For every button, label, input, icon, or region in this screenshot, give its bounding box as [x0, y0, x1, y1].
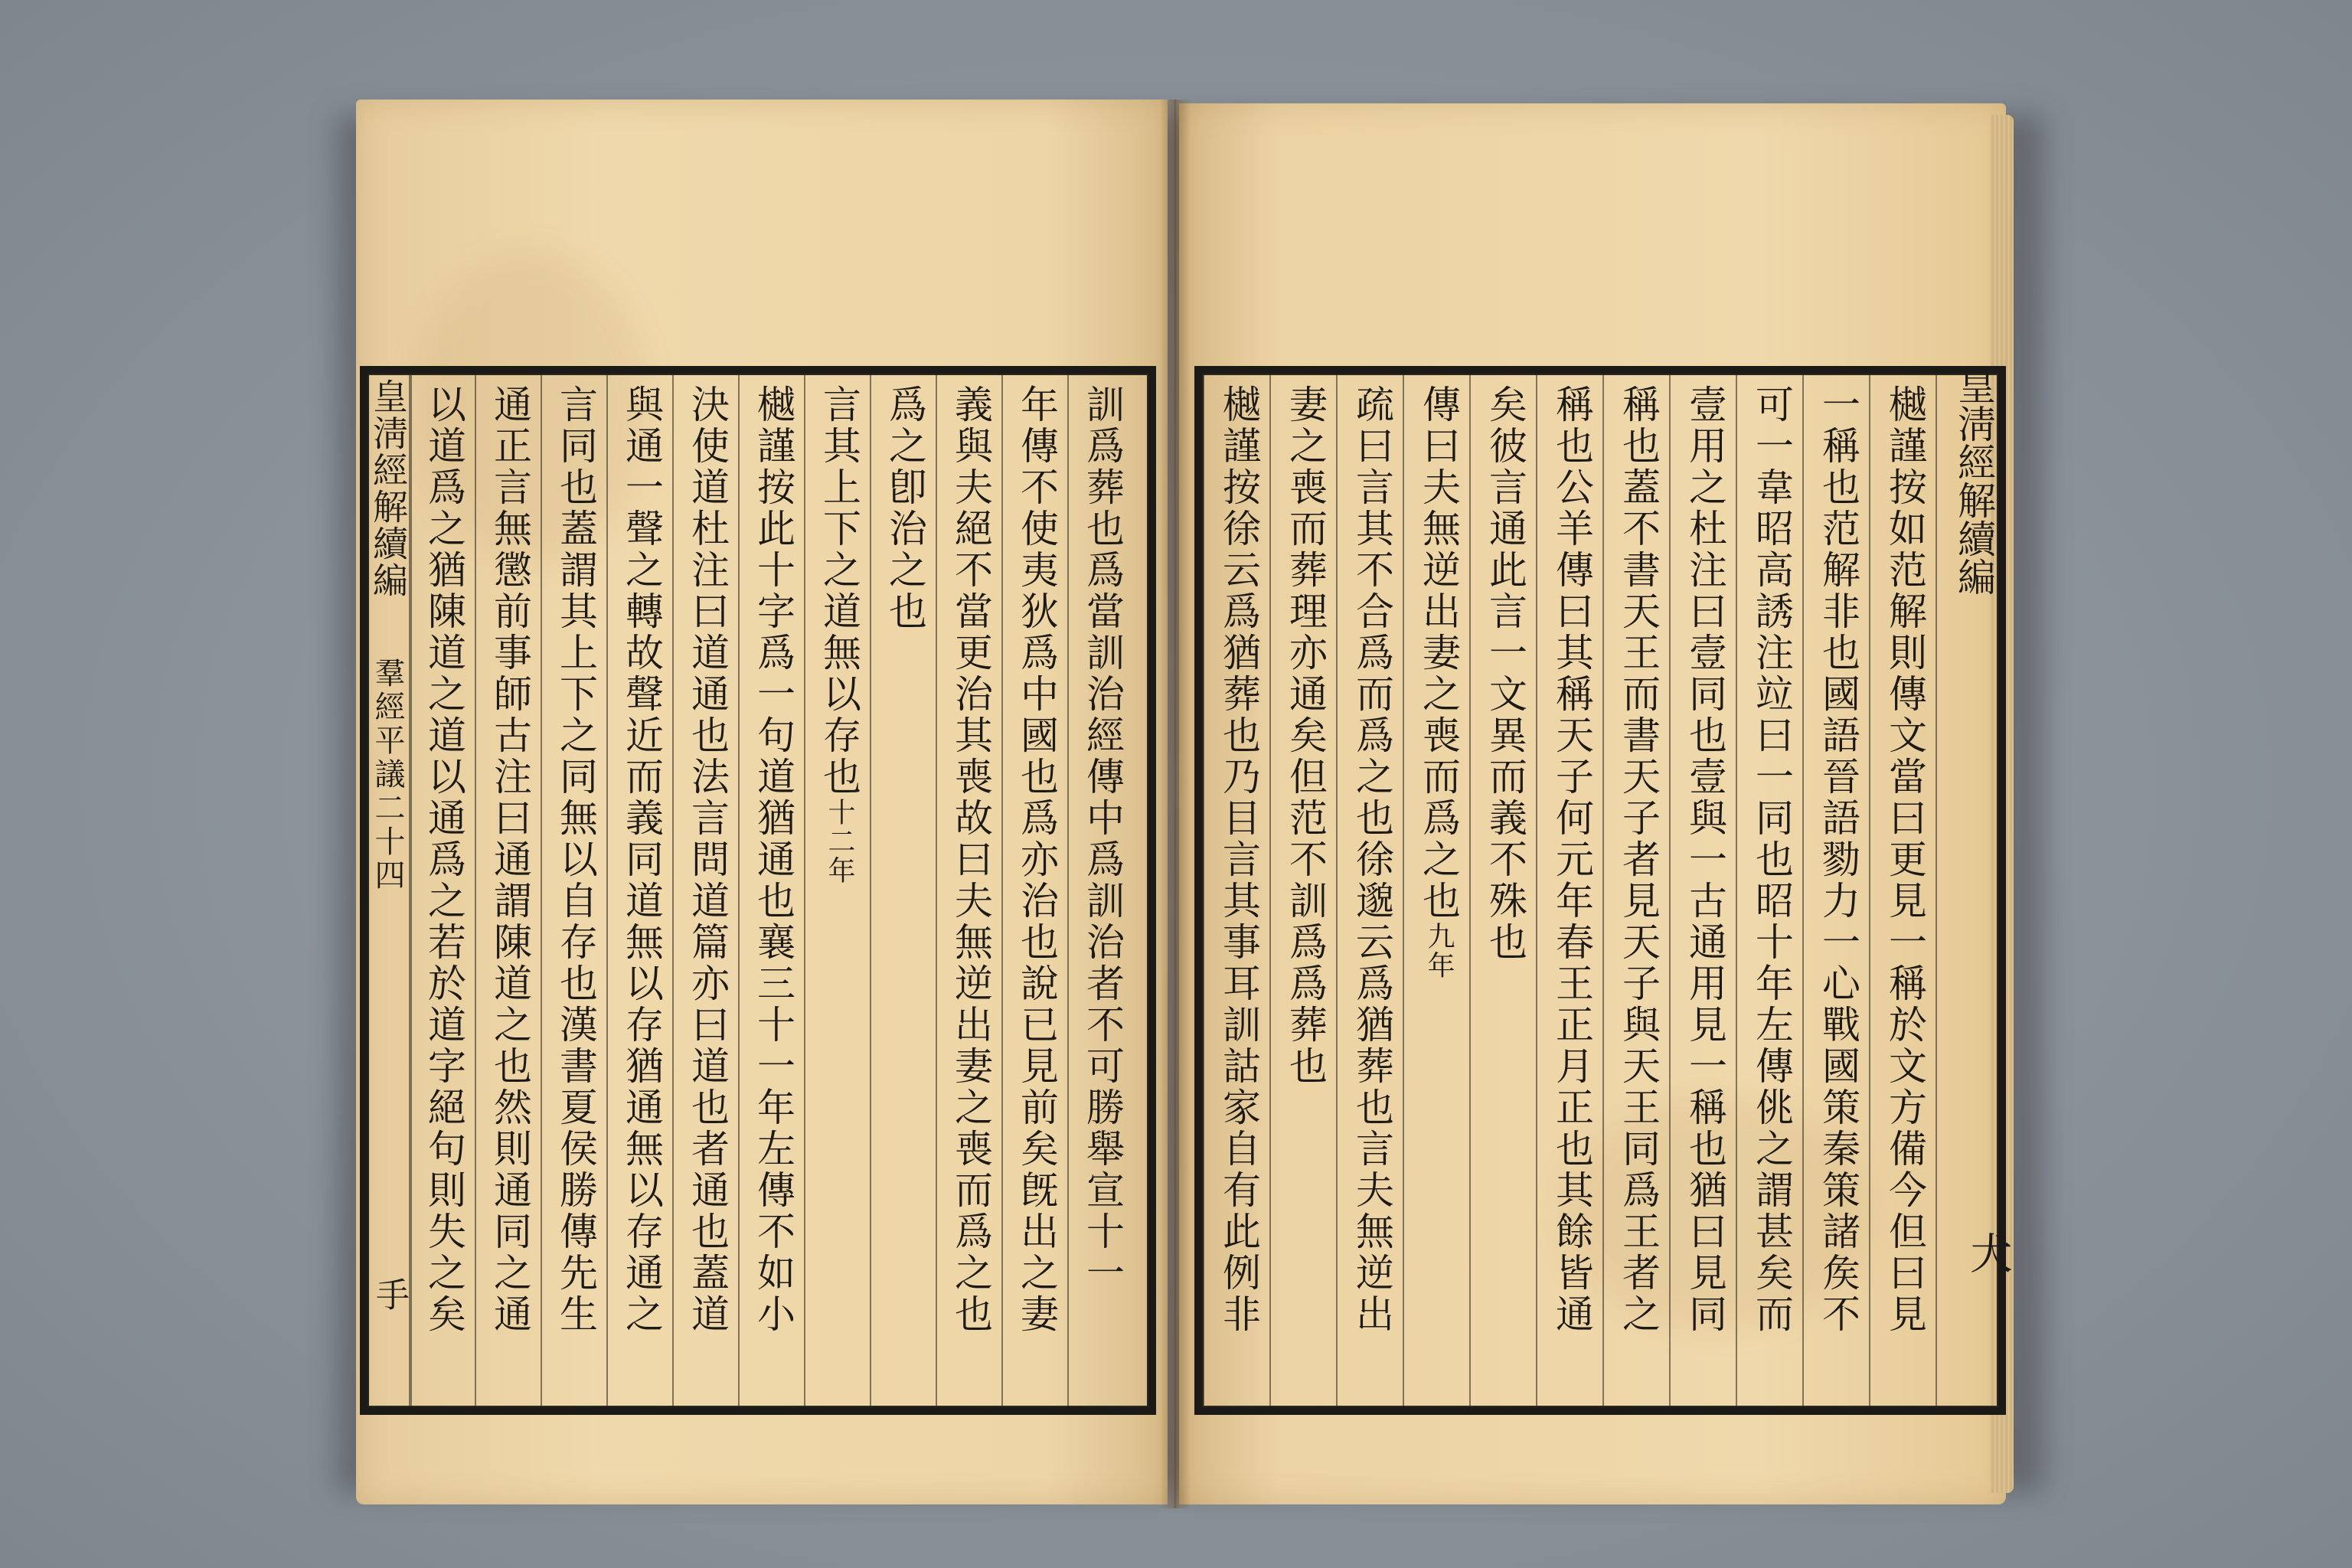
text-column — [614, 384, 668, 1383]
column-rule — [1067, 374, 1069, 1407]
column-rule — [1936, 374, 1937, 1407]
column-rule — [1001, 374, 1003, 1407]
column-text: 傳曰夫無逆出妻之喪而爲之也 — [1416, 384, 1461, 922]
text-column — [1210, 384, 1265, 1383]
column-text: 言同也蓋謂其上下之同無以自存也漢書夏侯勝傳先生 — [554, 384, 598, 1335]
text-column — [1877, 384, 1931, 1383]
column-rule — [606, 374, 608, 1407]
margin-folio: 手 — [370, 1277, 409, 1311]
margin-title: 皇淸經解續編 — [1952, 366, 1996, 596]
text-column — [746, 384, 799, 1383]
column-text: 樾謹按如范解則傳文當曰更見一稱於文方備今但曰見 — [1883, 384, 1927, 1335]
column-rule — [475, 374, 476, 1407]
text-column — [1477, 384, 1531, 1383]
column-text: 決使道杜注曰道通也法言問道篇亦曰道也者通也蓋道 — [685, 384, 730, 1335]
text-column — [1344, 384, 1398, 1383]
text-column — [548, 384, 602, 1383]
column-text: 言其上下之道無以存也 — [817, 384, 861, 798]
margin-folio: 犬 — [1963, 1231, 2013, 1274]
column-rule — [738, 374, 740, 1407]
column-text: 爲之卽治之也 — [883, 384, 927, 632]
column-note: 九年 — [1423, 922, 1455, 980]
text-column — [482, 384, 536, 1383]
text-column — [1677, 384, 1731, 1383]
column-rule — [1602, 374, 1604, 1407]
text-column — [1544, 384, 1598, 1383]
column-rule — [1469, 374, 1471, 1407]
column-rule — [1203, 374, 1204, 1407]
column-rule — [672, 374, 674, 1407]
column-rule — [1403, 374, 1404, 1407]
column-text: 矣彼言通此言一文異而義不殊也 — [1483, 384, 1527, 963]
column-text: 訓爲葬也爲當訓治經傳中爲訓治者不可勝舉宣十一 — [1080, 384, 1125, 1294]
column-text: 以道爲之猶陳道之道以通爲之若於道字絕句則失之矣 — [422, 384, 466, 1335]
column-rule — [804, 374, 805, 1407]
column-text: 樾謹按此十字爲一句道猶通也襄三十一年左傳不如小 — [751, 384, 795, 1335]
text-column — [1009, 384, 1063, 1383]
column-rule — [1536, 374, 1537, 1407]
column-text: 年傳不使夷狄爲中國也爲亦治也說已見前矣旣出之妻 — [1014, 384, 1059, 1335]
left-text-frame — [360, 366, 1156, 1415]
column-rule — [1736, 374, 1737, 1407]
column-text: 壹用之杜注曰壹同也壹與一古通用見一稱也猶曰見同 — [1683, 384, 1727, 1335]
column-text: 稱也蓋不書天王而書天子者見天子與天王同爲王者之 — [1616, 384, 1661, 1335]
column-rule — [410, 374, 412, 1407]
text-column — [1277, 384, 1331, 1383]
column-text: 疏曰言其不合爲而爲之也徐邈云爲猶葬也言夫無逆出 — [1350, 384, 1394, 1335]
column-text: 妻之喪而葬理亦通矣但范不訓爲爲葬也 — [1283, 384, 1328, 1087]
column-note: 十二年 — [824, 798, 855, 885]
column-rule — [1336, 374, 1338, 1407]
text-column — [1410, 384, 1465, 1383]
text-column — [1075, 384, 1129, 1383]
column-rule — [1802, 374, 1804, 1407]
column-text: 通正言無懲前事師古注曰通謂陳道之也然則通同之通 — [488, 384, 532, 1335]
column-rule — [541, 374, 542, 1407]
column-text: 稱也公羊傳曰其稱天子何元年春王正月正也其餘皆通 — [1550, 384, 1594, 1335]
text-column — [812, 384, 865, 1383]
margin-section: 羣經平議二十四 — [370, 657, 405, 893]
column-rule — [936, 374, 937, 1407]
book-gutter — [1160, 100, 1191, 1508]
text-column — [1743, 384, 1798, 1383]
column-text: 可一韋昭高誘注竝曰一同也昭十年左傳佻之謂甚矣而 — [1749, 384, 1794, 1335]
text-column — [1810, 384, 1864, 1383]
text-column — [680, 384, 733, 1383]
text-column — [416, 384, 470, 1383]
text-column — [943, 384, 997, 1383]
column-text: 與通一聲之轉故聲近而義同道無以存猶通無以存通之 — [619, 384, 664, 1335]
column-rule — [409, 374, 410, 1407]
margin-title: 皇淸經解續編 — [368, 378, 409, 599]
column-rule — [870, 374, 871, 1407]
column-text: 一稱也范解非也國語晉語勠力一心戰國策秦策諸矦不 — [1816, 384, 1860, 1335]
column-rule — [1869, 374, 1870, 1407]
column-rule — [1269, 374, 1271, 1407]
column-text: 義與夫絕不當更治其喪故曰夫無逆出妻之喪而爲之也 — [949, 384, 993, 1335]
right-text-frame — [1194, 366, 2013, 1415]
column-text: 樾謹按徐云爲猶葬也乃目言其事耳訓詁家自有此例非 — [1217, 384, 1261, 1335]
column-rule — [1669, 374, 1671, 1407]
text-column — [877, 384, 931, 1383]
text-column — [1610, 384, 1664, 1383]
